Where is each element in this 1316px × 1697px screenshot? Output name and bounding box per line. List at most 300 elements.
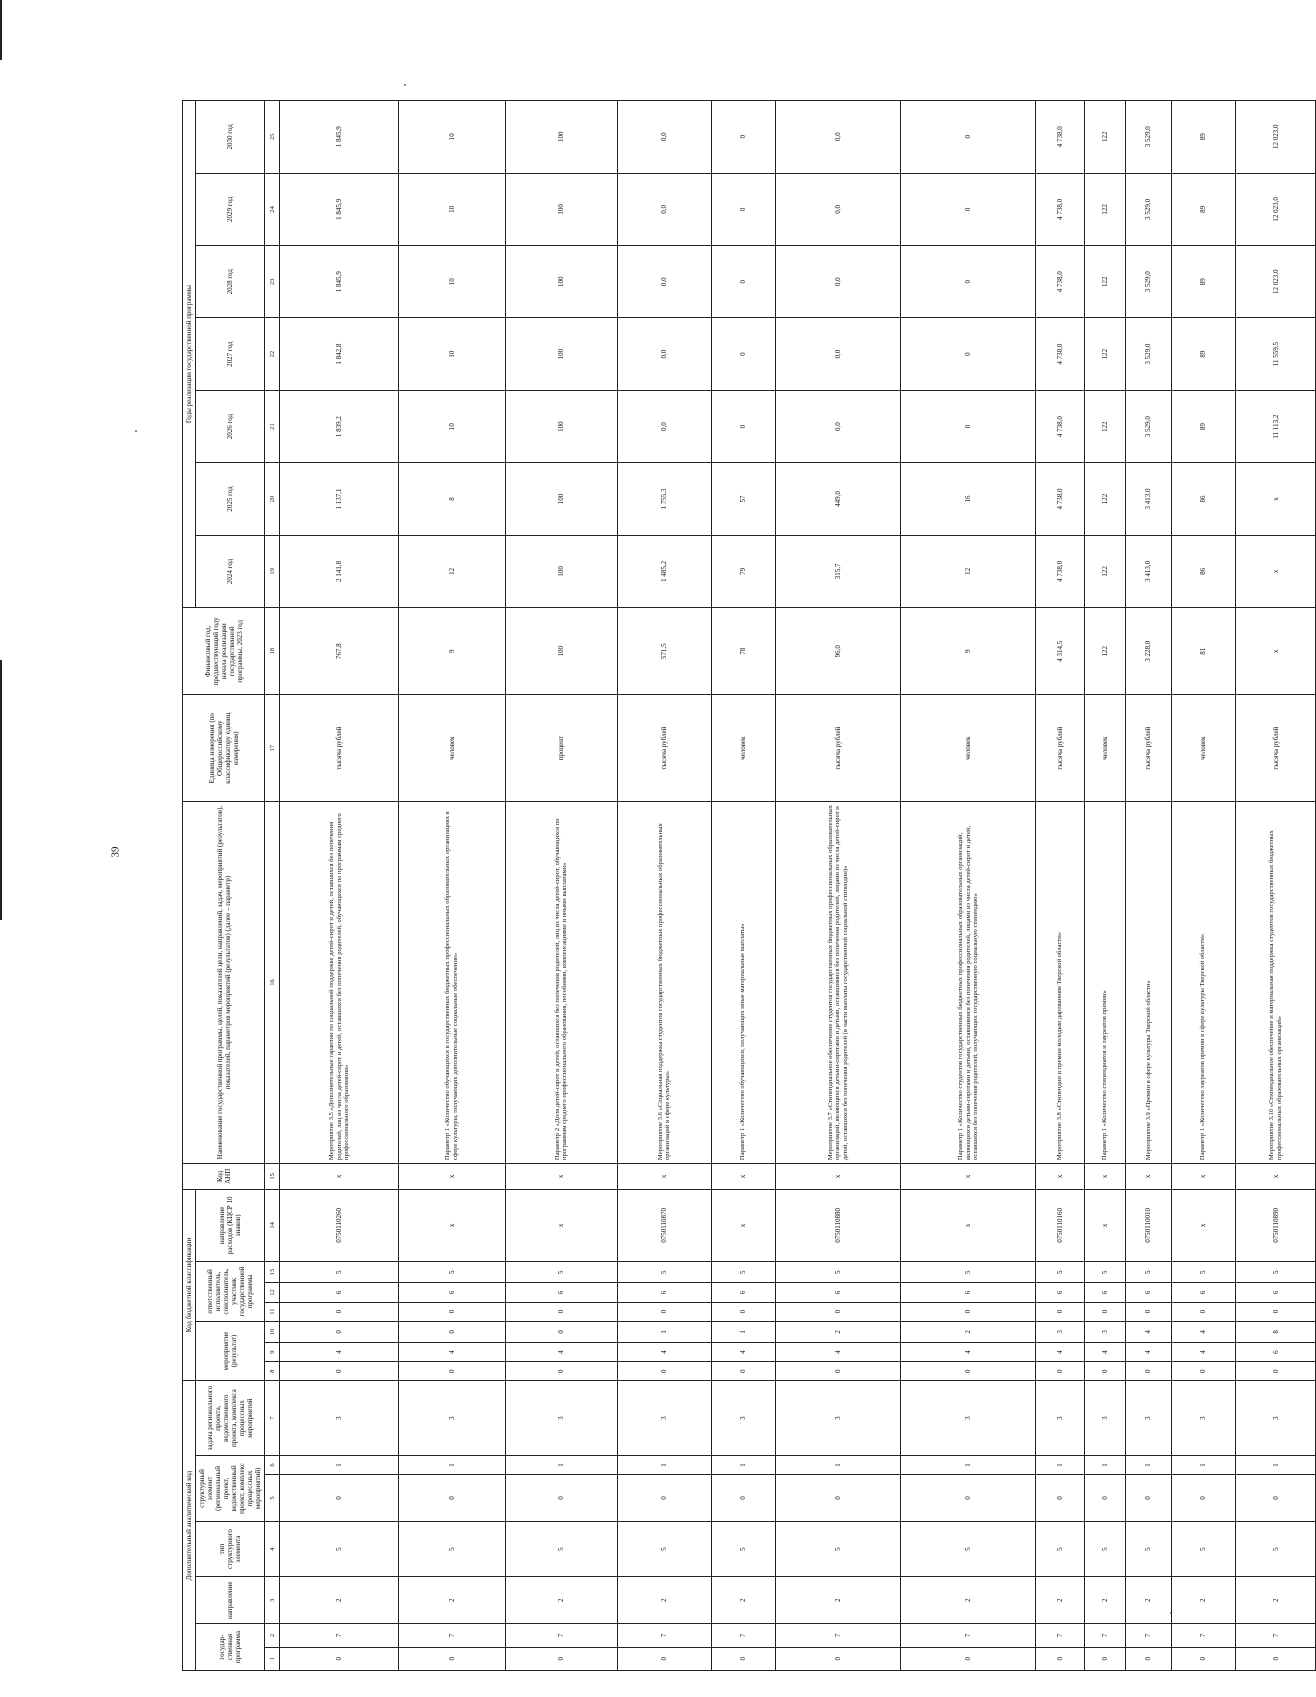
code-cell: 1: [711, 1455, 775, 1474]
year-value-cell: 1 845,9: [280, 173, 399, 245]
scan-speck: [404, 84, 406, 86]
code-cell: 0: [1171, 1647, 1235, 1670]
year-value-cell: x: [1235, 535, 1316, 607]
code-cell: 0: [901, 1302, 1036, 1321]
year-value-cell: 89: [1171, 318, 1235, 390]
column-index-cell: 12: [265, 1283, 280, 1302]
year-value-cell: 12 023,0: [1235, 101, 1316, 174]
code-cell: 3: [1084, 1321, 1126, 1342]
code-cell: 2: [1036, 1577, 1084, 1624]
header-gos-program: государ-ственная программа: [196, 1624, 265, 1671]
code-cell: 0: [775, 1475, 900, 1522]
unit-cell: тысяча рублей: [1235, 695, 1316, 802]
code-cell: 0: [1126, 1475, 1171, 1522]
code-cell: 6: [1235, 1283, 1316, 1302]
unit-cell: тысяча рублей: [1036, 695, 1084, 802]
column-index-cell: 9: [265, 1343, 280, 1362]
year-value-cell: 11 113,2: [1235, 390, 1316, 462]
code-cell: 6: [901, 1283, 1036, 1302]
code-cell: 0: [1235, 1647, 1316, 1670]
code-cell: 4: [901, 1343, 1036, 1362]
code-cell: 7: [775, 1624, 900, 1647]
anp-cell: x: [505, 1164, 618, 1190]
code-cell: 0: [505, 1362, 618, 1381]
column-index-cell: 10: [265, 1321, 280, 1342]
code-cell: 4: [618, 1343, 711, 1362]
year-value-cell: 1 845,9: [280, 101, 399, 174]
code-cell: 5: [711, 1521, 775, 1576]
header-task: задача регионального проекта, ведомственного проекта, комплекса процессных мероприятий: [196, 1381, 265, 1456]
code-cell: 0: [399, 1647, 505, 1670]
program-table: [182, 100, 1316, 1671]
header-year-2028: 2028 год: [196, 246, 265, 318]
code-cell: 0: [280, 1475, 399, 1522]
code-cell: 3: [280, 1381, 399, 1456]
year-value-cell: 0: [901, 246, 1036, 318]
year-value-cell: 10: [399, 318, 505, 390]
header-event: мероприятие (результат): [196, 1321, 265, 1381]
kcsr-cell: 0750110870: [618, 1189, 711, 1262]
column-index-cell: 5: [265, 1475, 280, 1522]
column-index-cell: 18: [265, 608, 280, 695]
table-row: [1126, 101, 1171, 1671]
code-cell: 5: [399, 1262, 505, 1283]
header-executor: ответственный исполнитель, соисполнитель, участник государственной программы: [196, 1262, 265, 1322]
year-value-cell: 1 755,3: [618, 463, 711, 535]
year-value-cell: 3 529,0: [1126, 246, 1171, 318]
code-cell: 1: [1126, 1455, 1171, 1474]
name-cell: Мероприятие 3.9 «Премии в сфере культуры Тверской области»: [1126, 801, 1171, 1163]
kcsr-cell: x: [399, 1189, 505, 1262]
code-cell: 5: [775, 1521, 900, 1576]
code-cell: 1: [711, 1321, 775, 1342]
code-cell: 6: [1036, 1283, 1084, 1302]
code-cell: 3: [399, 1381, 505, 1456]
code-cell: 0: [1084, 1475, 1126, 1522]
code-cell: 5: [399, 1521, 505, 1576]
year-value-cell: 16: [901, 463, 1036, 535]
code-cell: 6: [280, 1283, 399, 1302]
code-cell: 4: [1126, 1321, 1171, 1342]
name-cell: Параметр 2 «Доля детей-сирот и детей, оставшихся без попечения родителей, лиц из числа детей-сирот, обучающихся по программам среднего профессионального образования, пособиями, компенсациями и иными выплатами»: [505, 801, 618, 1163]
base-year-cell: 78: [711, 608, 775, 695]
header-year-2027: 2027 год: [196, 318, 265, 390]
column-index-cell: 13: [265, 1262, 280, 1283]
code-cell: 3: [1036, 1321, 1084, 1342]
unit-cell: человек: [901, 695, 1036, 802]
code-cell: 5: [505, 1521, 618, 1576]
table-row: [618, 101, 711, 1671]
unit-cell: человек: [1084, 695, 1126, 802]
code-cell: 7: [505, 1624, 618, 1647]
code-cell: 1: [775, 1455, 900, 1474]
code-cell: 0: [399, 1321, 505, 1342]
kcsr-cell: 0750110260: [280, 1189, 399, 1262]
code-cell: 4: [1084, 1343, 1126, 1362]
header-struct-type: тип структурного элемента: [196, 1521, 265, 1576]
unit-cell: человек: [711, 695, 775, 802]
column-index-cell: 22: [265, 318, 280, 390]
code-cell: 0: [1126, 1647, 1171, 1670]
code-cell: 0: [901, 1647, 1036, 1670]
name-cell: Параметр 1 «Количество обучающихся в государственных бюджетных профессиональных образовательных организациях в сфере культуры, получающих дополнительные социальные обеспечение»: [399, 801, 505, 1163]
table-row: [1171, 101, 1235, 1671]
code-cell: 0: [280, 1302, 399, 1321]
code-cell: 4: [1171, 1343, 1235, 1362]
code-cell: 0: [711, 1475, 775, 1522]
code-cell: 4: [399, 1343, 505, 1362]
code-cell: 0: [1036, 1362, 1084, 1381]
year-value-cell: 100: [505, 463, 618, 535]
code-cell: 6: [399, 1283, 505, 1302]
code-cell: 3: [1036, 1381, 1084, 1456]
year-value-cell: 3 529,0: [1126, 318, 1171, 390]
code-cell: 0: [505, 1475, 618, 1522]
year-value-cell: 122: [1084, 101, 1126, 174]
code-cell: 0: [901, 1362, 1036, 1381]
base-year-cell: 571,5: [618, 608, 711, 695]
column-index-cell: 14: [265, 1189, 280, 1262]
column-index-cell: 19: [265, 535, 280, 607]
year-value-cell: 315,7: [775, 535, 900, 607]
anp-cell: x: [280, 1164, 399, 1190]
header-expense-direction: направление расходов (КЦСР 10 знаков): [196, 1189, 265, 1262]
year-value-cell: 1 839,2: [280, 390, 399, 462]
year-value-cell: 100: [505, 246, 618, 318]
unit-cell: тысяча рублей: [775, 695, 900, 802]
code-cell: 7: [618, 1624, 711, 1647]
year-value-cell: 0: [711, 101, 775, 174]
kcsr-cell: x: [1084, 1189, 1126, 1262]
code-cell: 2: [399, 1577, 505, 1624]
table-row: [1235, 101, 1316, 1671]
code-cell: 1: [618, 1455, 711, 1474]
year-value-cell: 0: [711, 173, 775, 245]
column-index-cell: 11: [265, 1302, 280, 1321]
header-direction: направление: [196, 1577, 265, 1624]
code-cell: 0: [399, 1302, 505, 1321]
code-cell: 5: [901, 1521, 1036, 1576]
code-cell: 2: [901, 1321, 1036, 1342]
code-cell: 6: [1126, 1283, 1171, 1302]
table-row: [901, 101, 1036, 1671]
code-cell: 0: [1126, 1302, 1171, 1321]
year-value-cell: 0,0: [618, 246, 711, 318]
code-cell: 5: [901, 1262, 1036, 1283]
code-cell: 6: [775, 1283, 900, 1302]
base-year-cell: 3 228,0: [1126, 608, 1171, 695]
code-cell: 5: [775, 1262, 900, 1283]
code-cell: 3: [1084, 1381, 1126, 1456]
anp-cell: x: [775, 1164, 900, 1190]
table-row: [1084, 101, 1126, 1671]
year-value-cell: 122: [1084, 173, 1126, 245]
base-year-cell: 4 314,5: [1036, 608, 1084, 695]
code-cell: 0: [505, 1647, 618, 1670]
base-year-cell: 767,8: [280, 608, 399, 695]
code-cell: 2: [1126, 1577, 1171, 1624]
year-value-cell: 0: [901, 101, 1036, 174]
header-year-2026: 2026 год: [196, 390, 265, 462]
base-year-cell: 9: [901, 608, 1036, 695]
year-value-cell: 3 529,0: [1126, 390, 1171, 462]
year-value-cell: 0,0: [618, 101, 711, 174]
year-value-cell: 11 559,5: [1235, 318, 1316, 390]
code-cell: 5: [618, 1521, 711, 1576]
year-value-cell: 57: [711, 463, 775, 535]
code-cell: 0: [711, 1647, 775, 1670]
code-cell: 2: [901, 1577, 1036, 1624]
code-cell: 2: [1235, 1577, 1316, 1624]
header-year-2030: 2030 год: [196, 101, 265, 174]
code-cell: 6: [505, 1283, 618, 1302]
header-anp-code: Код АНП: [183, 1164, 265, 1190]
year-value-cell: 3 413,0: [1126, 535, 1171, 607]
code-cell: 1: [901, 1455, 1036, 1474]
name-cell: Параметр 1 «Количество обучающихся, получающих иные материальные выплаты»: [711, 801, 775, 1163]
code-cell: 6: [618, 1283, 711, 1302]
kcsr-cell: x: [505, 1189, 618, 1262]
unit-cell: человек: [399, 695, 505, 802]
code-cell: 8: [1235, 1321, 1316, 1342]
year-value-cell: 4 738,0: [1036, 463, 1084, 535]
year-value-cell: 0,0: [618, 173, 711, 245]
code-cell: 4: [505, 1343, 618, 1362]
year-value-cell: 122: [1084, 463, 1126, 535]
year-value-cell: 4 738,0: [1036, 535, 1084, 607]
code-cell: 5: [1171, 1521, 1235, 1576]
column-index-cell: 8: [265, 1362, 280, 1381]
code-cell: 6: [1084, 1283, 1126, 1302]
code-cell: 0: [1235, 1362, 1316, 1381]
name-cell: Мероприятие 3.6 «Социальная поддержка студентов государственных бюджетных профессиональных образовательных организаций в сфере культуры»: [618, 801, 711, 1163]
anp-cell: x: [901, 1164, 1036, 1190]
code-cell: 2: [1084, 1577, 1126, 1624]
year-value-cell: 1 137,1: [280, 463, 399, 535]
year-value-cell: 4 738,0: [1036, 173, 1084, 245]
code-cell: 5: [1084, 1521, 1126, 1576]
header-budget-group: Код бюджетной классификации: [183, 1189, 196, 1381]
code-cell: 1: [505, 1455, 618, 1474]
year-value-cell: 89: [1171, 246, 1235, 318]
year-value-cell: x: [1235, 463, 1316, 535]
code-cell: 4: [711, 1343, 775, 1362]
anp-cell: x: [1171, 1164, 1235, 1190]
year-value-cell: 122: [1084, 318, 1126, 390]
name-cell: Мероприятие 3.7 «Стипендиальное обеспечение студентов государственных бюджетных профессиональных образовательных организаций, являющихся детьми-сиротами и детьми, оставшимися без попечения родителей, лицами из числа детей-сирот и детей, оставшихся без попечения родителей (в части выплаты государственной социальной стипендии)»: [775, 801, 900, 1163]
year-value-cell: 12: [399, 535, 505, 607]
header-analytic-group: Дополнительный аналитический код: [183, 1381, 196, 1671]
code-cell: 0: [775, 1362, 900, 1381]
year-value-cell: 1 485,2: [618, 535, 711, 607]
anp-cell: x: [1126, 1164, 1171, 1190]
year-value-cell: 0,0: [775, 318, 900, 390]
year-value-cell: 0,0: [618, 318, 711, 390]
code-cell: 3: [711, 1381, 775, 1456]
kcsr-cell: 0750110880: [775, 1189, 900, 1262]
anp-cell: x: [711, 1164, 775, 1190]
code-cell: 0: [399, 1475, 505, 1522]
code-cell: 5: [280, 1521, 399, 1576]
column-index-cell: 17: [265, 695, 280, 802]
name-cell: Мероприятие 3.10 «Стипендиальное обеспечение и материальная поддержка студентов государственных бюджетных профессиональных образовательных организаций»: [1235, 801, 1316, 1163]
code-cell: 1: [1171, 1455, 1235, 1474]
year-value-cell: 100: [505, 390, 618, 462]
year-value-cell: 3 529,0: [1126, 173, 1171, 245]
code-cell: 3: [1235, 1381, 1316, 1456]
year-value-cell: 0,0: [775, 246, 900, 318]
code-cell: 6: [711, 1283, 775, 1302]
kcsr-cell: 0750110890: [1235, 1189, 1316, 1262]
year-value-cell: 100: [505, 101, 618, 174]
code-cell: 0: [775, 1647, 900, 1670]
scan-edge-line: [0, 660, 2, 920]
year-value-cell: 89: [1171, 101, 1235, 174]
scan-speck: [135, 430, 137, 432]
code-cell: 7: [399, 1624, 505, 1647]
code-cell: 0: [1235, 1302, 1316, 1321]
unit-cell: тысяча рублей: [280, 695, 399, 802]
table-body: [280, 101, 1316, 1671]
name-cell: Мероприятие 3.5 «Дополнительные гарантии по социальной поддержке детей-сирот и детей, оставшихся без попечения родителей, лиц из числа детей-сирот и детей, оставшихся без попечения родителей, обучающихся по программам среднего профессионального образования»: [280, 801, 399, 1163]
code-cell: 3: [505, 1381, 618, 1456]
year-value-cell: 0: [901, 390, 1036, 462]
column-index-cell: 21: [265, 390, 280, 462]
year-value-cell: 449,0: [775, 463, 900, 535]
header-year-2025: 2025 год: [196, 463, 265, 535]
year-value-cell: 12: [901, 535, 1036, 607]
column-index-cell: 7: [265, 1381, 280, 1456]
year-value-cell: 12 023,0: [1235, 246, 1316, 318]
code-cell: 0: [1036, 1302, 1084, 1321]
year-value-cell: 10: [399, 101, 505, 174]
year-value-cell: 0,0: [775, 173, 900, 245]
unit-cell: процент: [505, 695, 618, 802]
column-index-cell: 6: [265, 1455, 280, 1474]
year-value-cell: 86: [1171, 535, 1235, 607]
code-cell: 6: [1171, 1283, 1235, 1302]
column-index-cell: 3: [265, 1577, 280, 1624]
code-cell: 0: [1171, 1475, 1235, 1522]
table-row: [711, 101, 775, 1671]
year-value-cell: 122: [1084, 535, 1126, 607]
name-cell: Параметр 1 «Количество студентов государственных бюджетных профессиональных образовательных организаций, являющихся детьми-сиротами и детьми, оставшимися без попечения родителей, лицами из числа детей-сирот и детей, оставшихся без попечения родителей, получающих государственную социальную стипендию»: [901, 801, 1036, 1163]
year-value-cell: 4 738,0: [1036, 246, 1084, 318]
code-cell: 2: [618, 1577, 711, 1624]
header-year-2024: 2024 год: [196, 535, 265, 607]
code-cell: 1: [280, 1455, 399, 1474]
code-cell: 2: [505, 1577, 618, 1624]
column-index-cell: 23: [265, 246, 280, 318]
code-cell: 3: [1171, 1381, 1235, 1456]
table-row: [280, 101, 399, 1671]
scan-edge-line: [0, 0, 2, 60]
year-value-cell: 8: [399, 463, 505, 535]
code-cell: 7: [1235, 1624, 1316, 1647]
code-cell: 2: [1171, 1577, 1235, 1624]
year-value-cell: 4 738,0: [1036, 318, 1084, 390]
year-value-cell: 10: [399, 173, 505, 245]
table-row: [399, 101, 505, 1671]
code-cell: 6: [1235, 1343, 1316, 1362]
code-cell: 2: [775, 1321, 900, 1342]
table-row: [505, 101, 618, 1671]
header-years-group: Годы реализации государственной программы: [183, 101, 196, 608]
code-cell: 0: [505, 1321, 618, 1342]
header-unit: Единица измерения (по Общероссийскому классификатору единиц измерения): [183, 695, 265, 802]
code-cell: 0: [280, 1321, 399, 1342]
base-year-cell: 122: [1084, 608, 1126, 695]
page-number: 39: [109, 846, 122, 858]
code-cell: 0: [618, 1362, 711, 1381]
code-cell: 2: [775, 1577, 900, 1624]
code-cell: 7: [280, 1624, 399, 1647]
code-cell: 3: [901, 1381, 1036, 1456]
code-cell: 0: [775, 1302, 900, 1321]
code-cell: 2: [711, 1577, 775, 1624]
anp-cell: x: [1084, 1164, 1126, 1190]
column-index-cell: 15: [265, 1164, 280, 1190]
column-index-row: [265, 101, 280, 1671]
header-base-year: Финансовый год, предшествующий году начала реализации государственной программы, 2023 год: [183, 608, 265, 695]
code-cell: 5: [1235, 1262, 1316, 1283]
code-cell: 0: [399, 1362, 505, 1381]
year-value-cell: 0,0: [775, 390, 900, 462]
column-index-cell: 2: [265, 1624, 280, 1647]
year-value-cell: 79: [711, 535, 775, 607]
kcsr-cell: x: [711, 1189, 775, 1262]
year-value-cell: 3 413,0: [1126, 463, 1171, 535]
base-year-cell: 100: [505, 608, 618, 695]
name-cell: Параметр 1 «Количество стипендиатов и лауреатов премии»: [1084, 801, 1126, 1163]
code-cell: 5: [1126, 1521, 1171, 1576]
code-cell: 0: [711, 1302, 775, 1321]
code-cell: 0: [618, 1647, 711, 1670]
year-value-cell: 89: [1171, 390, 1235, 462]
year-value-cell: 0: [711, 246, 775, 318]
kcsr-cell: x: [1171, 1189, 1235, 1262]
anp-cell: x: [399, 1164, 505, 1190]
code-cell: 1: [399, 1455, 505, 1474]
code-cell: 5: [280, 1262, 399, 1283]
code-cell: 1: [1235, 1455, 1316, 1474]
code-cell: 0: [901, 1475, 1036, 1522]
code-cell: 0: [1235, 1475, 1316, 1522]
base-year-cell: 81: [1171, 608, 1235, 695]
year-value-cell: 10: [399, 246, 505, 318]
year-value-cell: 0,0: [775, 101, 900, 174]
unit-cell: человек: [1171, 695, 1235, 802]
code-cell: 3: [775, 1381, 900, 1456]
code-cell: 0: [1084, 1647, 1126, 1670]
column-index-cell: 16: [265, 801, 280, 1163]
code-cell: 4: [775, 1343, 900, 1362]
base-year-cell: 96,0: [775, 608, 900, 695]
table-row: [1036, 101, 1084, 1671]
column-index-cell: 20: [265, 463, 280, 535]
year-value-cell: 2 141,8: [280, 535, 399, 607]
code-cell: 4: [1126, 1343, 1171, 1362]
column-index-cell: 1: [265, 1647, 280, 1670]
code-cell: 5: [618, 1262, 711, 1283]
year-value-cell: 100: [505, 173, 618, 245]
code-cell: 5: [1126, 1262, 1171, 1283]
year-value-cell: 122: [1084, 246, 1126, 318]
code-cell: 0: [505, 1302, 618, 1321]
column-index-cell: 25: [265, 101, 280, 174]
code-cell: 0: [1084, 1362, 1126, 1381]
year-value-cell: 86: [1171, 463, 1235, 535]
